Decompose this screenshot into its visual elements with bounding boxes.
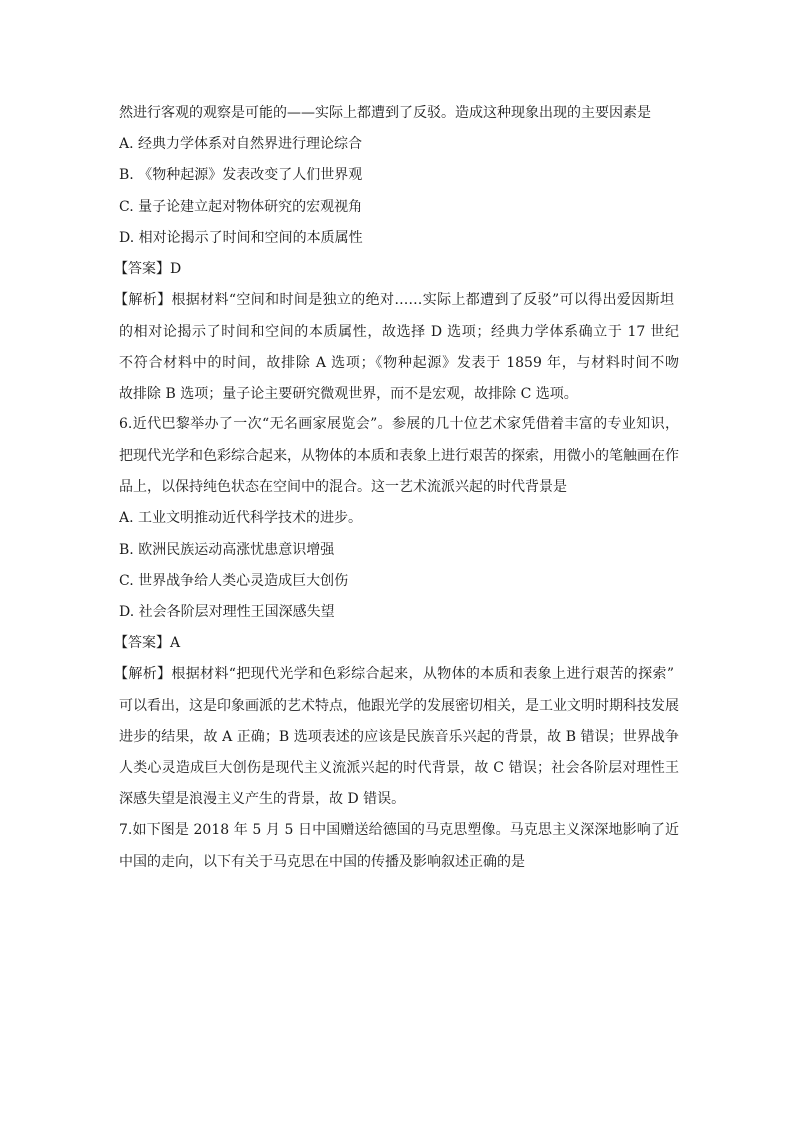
q6-analysis-line: 可以看出，这是印象画派的艺术特点，他跟光学的发展密切相关，是工业文明时期科技发展: [119, 698, 679, 714]
q7-stem-line: 中国的走向，以下有关于马克思在中国的传播及影响叙述正确的是: [119, 854, 525, 870]
q5-option-b: B. 《物种起源》发表改变了人们世界观: [119, 167, 363, 183]
q7-stem-line: 7.如下图是 2018 年 5 月 5 日中国赠送给德国的马克思塑像。马克思主义深深地影响了近: [119, 822, 679, 838]
q6-analysis-line: 【解析】根据材料“把现代光学和色彩综合起来，从物体的本质和表象上进行艰苦的探索”: [114, 666, 674, 682]
q6-stem-line: 品上，以保持纯色状态在空间中的混合。这一艺术流派兴起的时代背景是: [119, 479, 567, 495]
q6-stem-line: 6.近代巴黎举办了一次“无名画家展览会”。参展的几十位艺术家凭借着丰富的专业知识，: [119, 416, 679, 432]
q6-answer: 【答案】A: [114, 635, 181, 651]
q5-stem-tail: 然进行客观的观察是可能的——实际上都遭到了反驳。造成这种现象出现的主要因素是: [119, 105, 651, 121]
q5-option-c: C. 量子论建立起对物体研究的宏观视角: [119, 199, 363, 215]
q6-stem-line: 把现代光学和色彩综合起来，从物体的本质和表象上进行艰苦的探索，用微小的笔触画在作: [119, 448, 679, 464]
q6-analysis-line: 进步的结果，故 A 正确；B 选项表述的应该是民族音乐兴起的背景，故 B 错误；世界战争: [119, 729, 679, 745]
q6-option-d: D. 社会各阶层对理性王国深感失望: [119, 604, 335, 620]
q6-analysis-line: 深感失望是浪漫主义产生的背景，故 D 错误。: [119, 791, 406, 807]
q6-option-a: A. 工业文明推动近代科学技术的进步。: [119, 510, 363, 526]
q5-answer: 【答案】D: [114, 261, 182, 277]
q5-analysis-line: 不符合材料中的时间，故排除 A 选项；《物种起源》发表于 1859 年，与材料时间不吻: [119, 355, 679, 371]
q5-option-d: D. 相对论揭示了时间和空间的本质属性: [119, 230, 363, 246]
q5-analysis-line: 【解析】根据材料“空间和时间是独立的绝对……实际上都遭到了反驳”可以得出爱因斯坦: [114, 292, 674, 308]
q6-option-b: B. 欧洲民族运动高涨忧患意识增强: [119, 542, 335, 558]
q5-option-a: A. 经典力学体系对自然界进行理论综合: [119, 136, 363, 152]
q5-analysis-line: 的相对论揭示了时间和空间的本质属性，故选择 D 选项；经典力学体系确立于 17 世纪: [119, 324, 679, 340]
q6-analysis-line: 人类心灵造成巨大创伤是现代主义流派兴起的时代背景，故 C 错误；社会各阶层对理性王: [119, 760, 679, 776]
q5-analysis-line: 故排除 B 选项；量子论主要研究微观世界，而不是宏观，故排除 C 选项。: [119, 386, 578, 402]
q6-option-c: C. 世界战争给人类心灵造成巨大创伤: [119, 573, 349, 589]
